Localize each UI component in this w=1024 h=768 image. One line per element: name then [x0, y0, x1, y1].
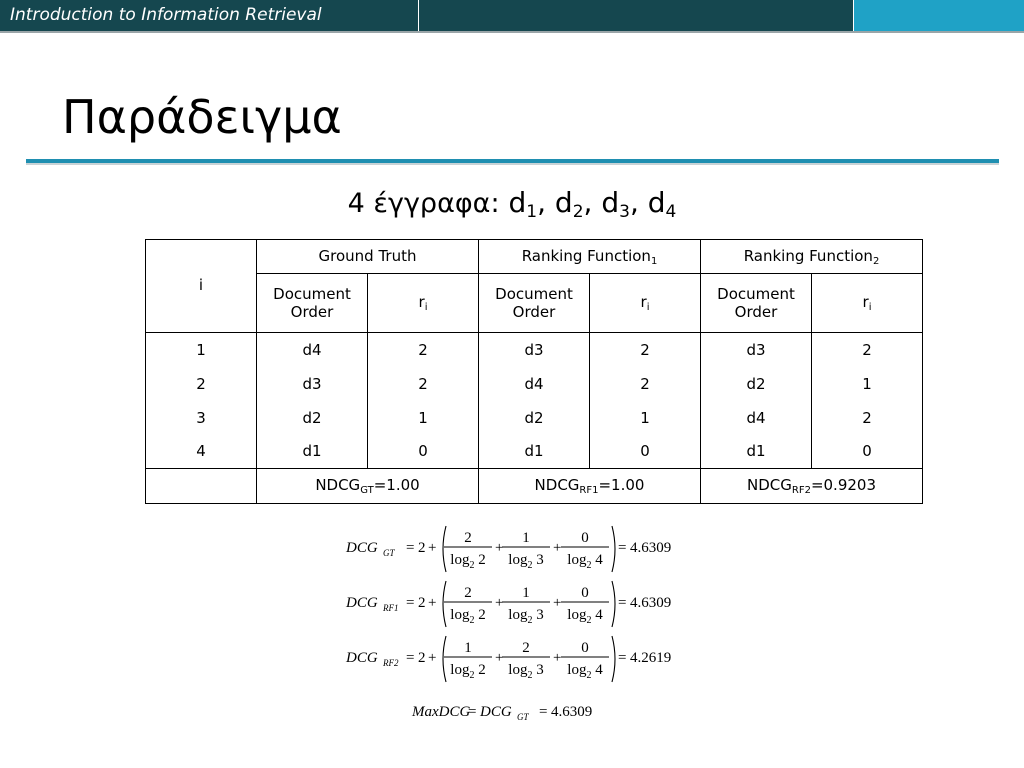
table-row: 1 d4 2 d3 2 d3 2 [146, 333, 923, 367]
formula-lhs: DCG [346, 540, 378, 556]
formula-lhs-subscript: GT [383, 548, 395, 558]
ndcg-empty-cell [146, 469, 257, 504]
right-paren [612, 526, 615, 572]
table-row: 4 d1 0 d1 0 d1 0 [146, 435, 923, 469]
formula-result: 4.2619 [630, 650, 672, 666]
log-denominator: $\log_2 3$ [508, 662, 544, 681]
maxdcg-lhs: MaxDCG [412, 704, 471, 720]
fraction-numerator: 2 [464, 530, 472, 546]
fraction-numerator: 1 [522, 530, 530, 546]
equals-sign: = [618, 650, 627, 666]
maxdcg-result: 4.6309 [551, 704, 593, 720]
course-title: Introduction to Information Retrieval [10, 5, 322, 25]
plus-sign: + [428, 650, 437, 666]
log-denominator: $\log_2 4$ [567, 607, 603, 626]
formula-lhs: DCG [346, 650, 378, 666]
table-row: 3 d2 1 d2 1 d4 2 [146, 401, 923, 435]
fraction-numerator: 0 [581, 530, 589, 546]
header-r-rf1: $r_i$ [590, 274, 701, 333]
equals-sign: = [539, 704, 548, 720]
documents-label: 4 έγγραφα: [347, 188, 500, 219]
log-denominator: $\log_2 3$ [508, 607, 544, 626]
left-paren [443, 581, 446, 627]
header-segment-middle [419, 0, 853, 31]
equals-sign: = [406, 650, 415, 666]
plus-sign: + [428, 540, 437, 556]
log-denominator: $\log_2 3$ [508, 552, 544, 571]
formula-lead-term: 2 [418, 650, 426, 666]
header-r-rf2: $r_i$ [812, 274, 923, 333]
fraction-numerator: 0 [581, 640, 589, 656]
header-doc-order-rf1: Document Order [479, 274, 590, 333]
header-underline [0, 31, 1024, 33]
formula-lead-term: 2 [418, 595, 426, 611]
header-segment-right [854, 0, 1024, 31]
maxdcg-mid: DCG [480, 704, 512, 720]
doc-1: $d_1$, [508, 186, 547, 222]
plus-sign: + [495, 650, 504, 666]
fraction-numerator: 1 [522, 585, 530, 601]
log-denominator: $\log_2 2$ [450, 552, 486, 571]
header-r-gt: $r_i$ [368, 274, 479, 333]
ranking-table [145, 239, 923, 504]
formula-lhs-subscript: RF1 [383, 603, 399, 613]
plus-sign: + [553, 540, 562, 556]
log-denominator: $\log_2 2$ [450, 662, 486, 681]
equals-sign: = [406, 595, 415, 611]
header-ranking-function-2: Ranking Function$_2$ [701, 240, 923, 274]
log-denominator: $\log_2 4$ [567, 552, 603, 571]
equals-sign: = [406, 540, 415, 556]
ndcg-row [146, 469, 923, 504]
equals-sign: = [618, 540, 627, 556]
plus-sign: + [428, 595, 437, 611]
plus-sign: + [495, 540, 504, 556]
left-paren [443, 636, 446, 682]
header-doc-order-rf2: Document Order [701, 274, 812, 333]
ndcg-rf1: $NDCG_{RF1}=1.00$ [479, 469, 701, 504]
header-doc-order-gt: Document Order [257, 274, 368, 333]
header-ground-truth: Ground Truth [257, 240, 479, 274]
formula-result: 4.6309 [630, 540, 672, 556]
right-paren [612, 636, 615, 682]
header-i: i [146, 240, 257, 333]
formula-lhs: DCG [346, 595, 378, 611]
fraction-numerator: 0 [581, 585, 589, 601]
right-paren [612, 581, 615, 627]
fraction-numerator: 1 [464, 640, 472, 656]
log-denominator: $\log_2 4$ [567, 662, 603, 681]
plus-sign: + [553, 650, 562, 666]
formula-lhs-subscript: RF2 [383, 658, 399, 668]
header-ranking-function-1: Ranking Function$_1$ [479, 240, 701, 274]
maxdcg-subscript: GT [517, 712, 529, 722]
doc-2: $d_2$, [554, 186, 593, 222]
dcg-formulas [330, 520, 690, 730]
plus-sign: + [495, 595, 504, 611]
header-bar [0, 0, 1024, 33]
equals-sign: = [468, 704, 477, 720]
formula-result: 4.6309 [630, 595, 672, 611]
doc-3: $d_3$, [601, 186, 639, 222]
equals-sign: = [618, 595, 627, 611]
title-rule-shadow [26, 163, 999, 165]
fraction-numerator: 2 [464, 585, 472, 601]
doc-4: $d_4$ [647, 186, 677, 222]
slide-title: Παράδειγμα [62, 90, 342, 144]
ndcg-gt: $NDCG_{GT}=1.00$ [257, 469, 479, 504]
formula-lead-term: 2 [418, 540, 426, 556]
ndcg-rf2: $NDCG_{RF2}=0.9203$ [701, 469, 923, 504]
log-denominator: $\log_2 2$ [450, 607, 486, 626]
table-row: 2 d3 2 d4 2 d2 1 [146, 367, 923, 401]
documents-line [0, 186, 1024, 222]
fraction-numerator: 2 [522, 640, 530, 656]
left-paren [443, 526, 446, 572]
plus-sign: + [553, 595, 562, 611]
